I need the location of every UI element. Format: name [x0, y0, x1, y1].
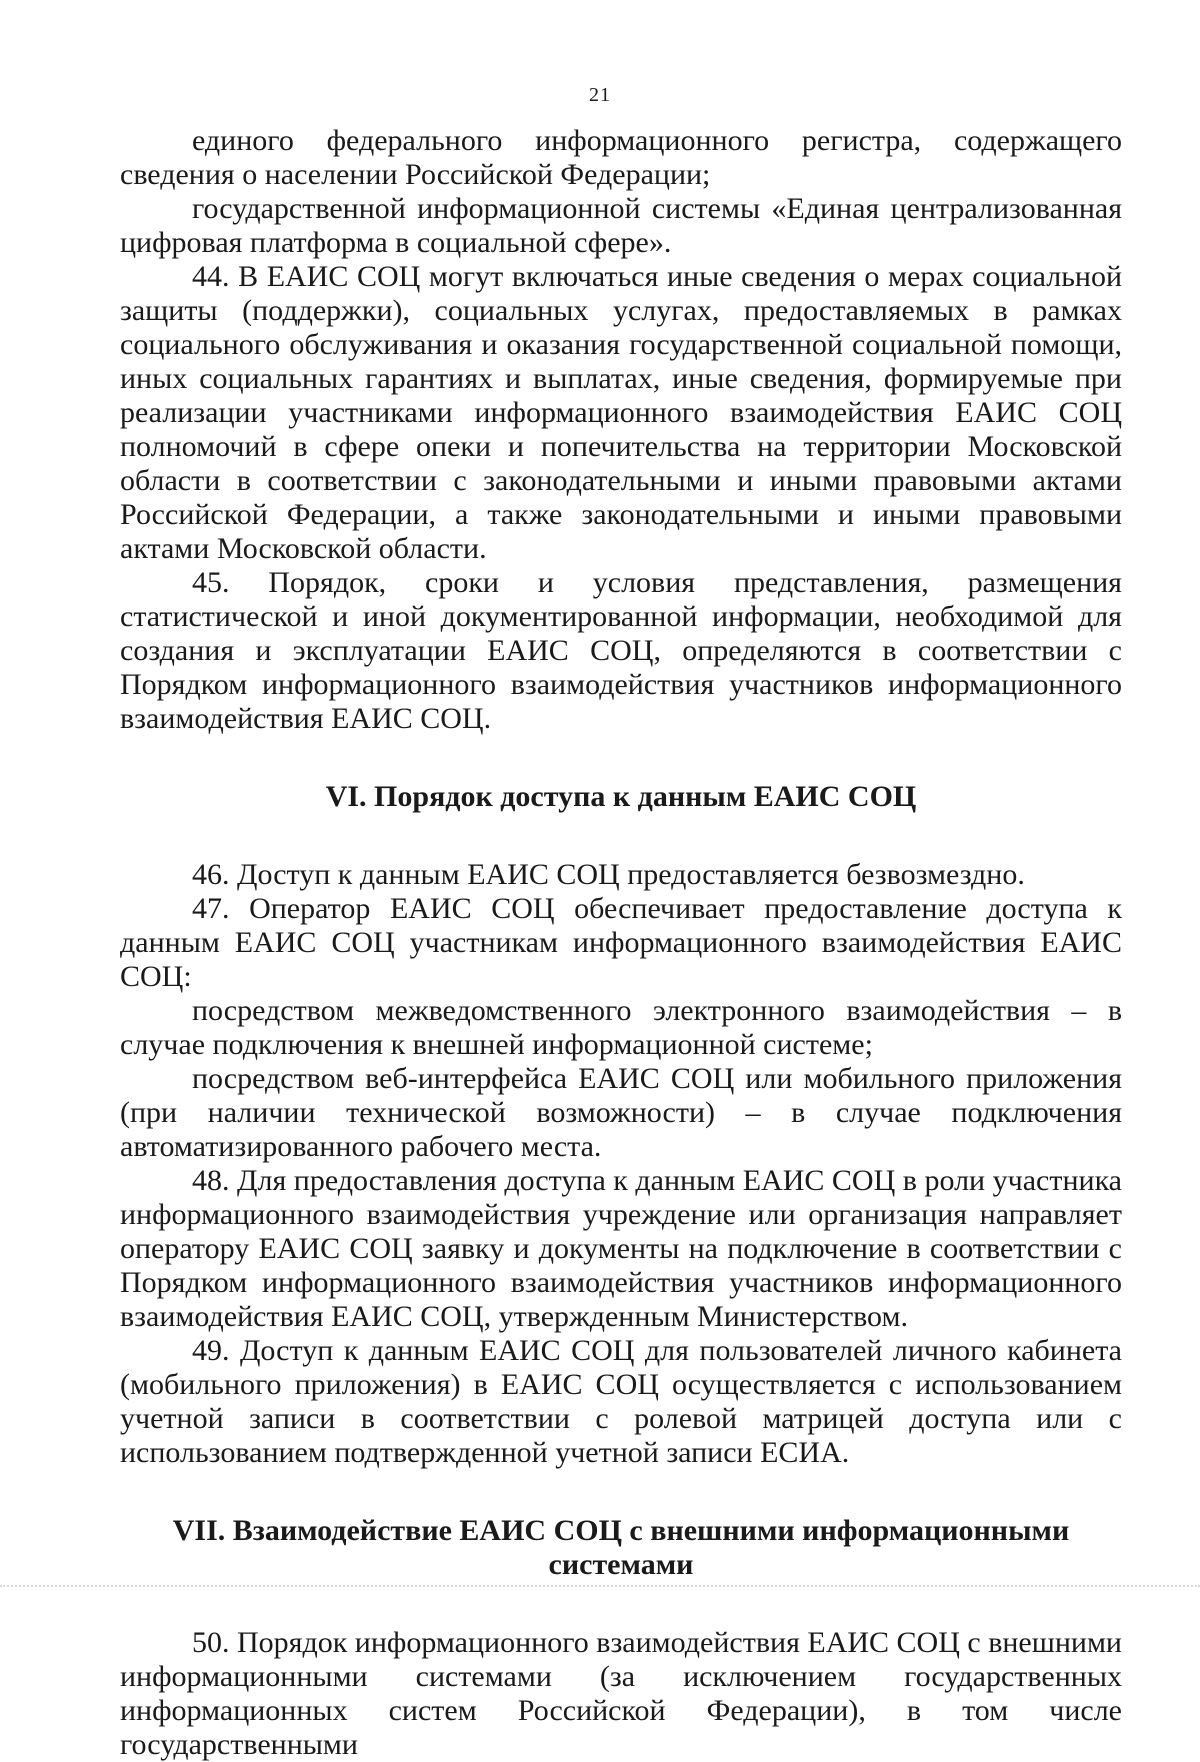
paragraph-47-web-interface: посредством веб-интерфейса ЕАИС СОЦ или мобильного приложения (при наличии технической возможности) – в случае подключения автоматизированного рабочего места.: [120, 1062, 1122, 1163]
paragraph-50: 50. Порядок информационного взаимодействия ЕАИС СОЦ с внешними информационными системами (за исключением государственных информационных систем Российской Федерации), в том числе государственными: [120, 1626, 1122, 1761]
paragraph-46: 46. Доступ к данным ЕАИС СОЦ предоставляется безвозмездно.: [192, 858, 1025, 891]
paragraph-45: 45. Порядок, сроки и условия представления, размещения статистической и иной документированной информации, необходимой для создания и эксплуатации ЕАИС СОЦ, определяются в соответствии с Порядком информационного взаимодействия участников информационного взаимодействия ЕАИС СОЦ.: [120, 566, 1122, 735]
paragraph-47: 47. Оператор ЕАИС СОЦ обеспечивает предоставление доступа к данным ЕАИС СОЦ участникам информационного взаимодействия ЕАИС СОЦ:: [120, 892, 1122, 993]
paragraph-platform: государственной информационной системы «Единая централизованная цифровая платформа в социальной сфере».: [120, 192, 1122, 259]
paragraph-48: 48. Для предоставления доступа к данным ЕАИС СОЦ в роли участника информационного взаимодействия учреждение или организация направляет оператору ЕАИС СОЦ заявку и документы на подключение в соответствии с Порядком информационного взаимодействия участников информационного взаимодействия ЕАИС СОЦ, утвержденным Министерством.: [120, 1164, 1122, 1333]
paragraph-47-interagency: посредством межведомственного электронного взаимодействия – в случае подключения к внешней информационной системе;: [120, 994, 1122, 1061]
page-number: 21: [589, 84, 611, 106]
paragraph-register: единого федерального информационного регистра, содержащего сведения о населении Российской Федерации;: [120, 124, 1122, 191]
document-body: [120, 124, 1122, 1762]
scan-edge-line: [0, 1583, 1200, 1587]
section-heading-vii: VII. Взаимодействие ЕАИС СОЦ с внешними информационными системами: [172, 1514, 1070, 1581]
paragraph-44: 44. В ЕАИС СОЦ могут включаться иные сведения о мерах социальной защиты (поддержки), социальных услугах, предоставляемых в рамках социального обслуживания и оказания государственной социальной помощи, иных социальных гарантиях и выплатах, иные сведения, формируемые при реализации участниками информационного взаимодействия ЕАИС СОЦ полномочий в сфере опеки и попечительства на территории Московской области в соответствии с законодательными и иными правовыми актами Российской Федерации, а также законодательными и иными правовыми актами Московской области.: [120, 260, 1122, 565]
section-heading-vi: VI. Порядок доступа к данным ЕАИС СОЦ: [325, 780, 917, 813]
paragraph-49: 49. Доступ к данным ЕАИС СОЦ для пользователей личного кабинета (мобильного приложения) в ЕАИС СОЦ осуществляется с использованием учетной записи в соответствии с ролевой матрицей доступа или с использованием подтвержденной учетной записи ЕСИА.: [120, 1334, 1122, 1469]
